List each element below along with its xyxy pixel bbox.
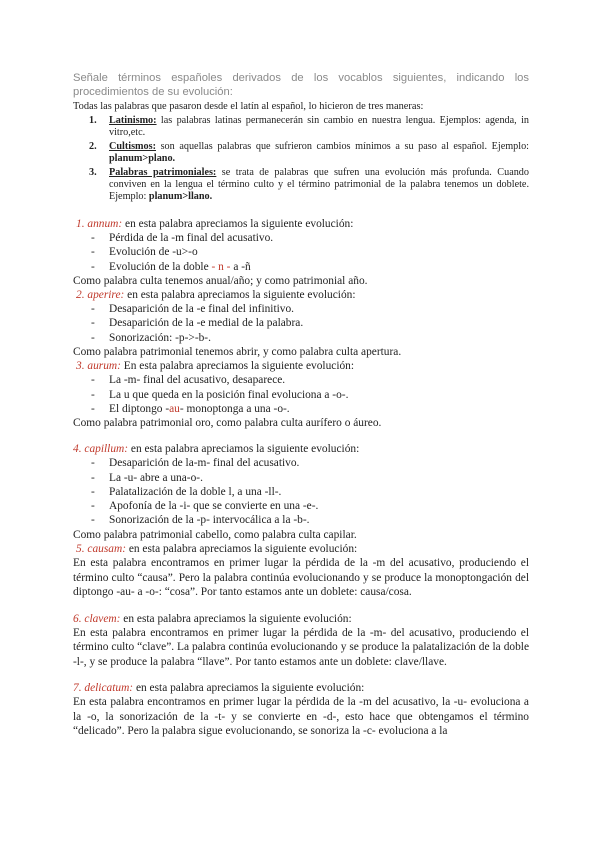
section-annum-note: Como palabra culta tenemos anual/año; y como patrimonial año. xyxy=(73,274,368,287)
highlight-text: au xyxy=(169,402,180,415)
latin-word: 5. causam: xyxy=(76,543,126,555)
three-ways-list xyxy=(73,115,529,202)
highlight-text: - n - xyxy=(211,260,231,273)
list-item: - Sonorización: -p->-b-. xyxy=(91,331,529,345)
section-title-text: en esta palabra apreciamos la siguiente evolución: xyxy=(120,612,352,625)
section-delicatum-title xyxy=(73,681,529,695)
way-number: 1. xyxy=(89,115,97,126)
latin-word: 2. aperire: xyxy=(76,289,125,302)
section-capillum-list xyxy=(73,456,529,527)
section-aperire-note: Como palabra patrimonial tenemos abrir, y como palabra culta apertura. xyxy=(73,345,402,358)
way-text: son aquellas palabras que sufrieron cambios mínimos a su paso al español. Ejemplo: xyxy=(155,141,529,153)
intro-text: Todas las palabras que pasaron desde el latín al español, lo hicieron de tres maneras: xyxy=(73,101,424,112)
way-text: las palabras latinas permanecerán sin cambio en nuestra lengua. Ejemplos: agenda, in vitro,etc. xyxy=(109,115,529,138)
latin-word: 3. aurum: xyxy=(76,360,121,373)
way-number: 3. xyxy=(89,167,97,179)
list-item-text: Evolución de la doble xyxy=(109,260,212,273)
list-item-text: a -ñ xyxy=(230,260,251,273)
section-title-text: en esta palabra apreciamos la siguiente evolución: xyxy=(133,682,365,694)
section-aperire-list xyxy=(73,302,529,345)
list-item-text: - monoptonga a una -o-. xyxy=(179,402,290,415)
list-item: - La -u- abre a una-o-. xyxy=(91,471,529,485)
way-term: Latinismo: xyxy=(109,115,157,126)
list-item: - Evolución de -u>-o xyxy=(91,245,529,259)
latin-word: 4. capillum: xyxy=(73,443,129,456)
section-title-text: en esta palabra apreciamos la siguiente evolución: xyxy=(128,443,360,456)
assignment-heading: Señale términos españoles derivados de los vocablos siguientes, indicando los procedimientos de su evolución: xyxy=(73,72,529,98)
way-term: Cultismos: xyxy=(109,141,156,153)
way-term: Palabras patrimoniales: xyxy=(109,167,217,179)
list-item xyxy=(91,402,529,416)
latin-word: 1. annum: xyxy=(76,218,123,231)
latin-word: 7. delicatum: xyxy=(73,682,134,694)
section-title-text: en esta palabra apreciamos la siguiente evolución: xyxy=(124,289,356,302)
way-example: planum>plano. xyxy=(109,152,176,164)
section-aurum-note: Como palabra patrimonial oro, como palabra culta aurífero o áureo. xyxy=(73,416,382,429)
section-clavem-paragraph: En esta palabra encontramos en primer lugar la pérdida de la -m- del acusativo, produciendo el término culto “clave”. La palabra continúa evolucionando y se produce la palatalización de la doble -l-, y se produce la palabra “llave”. Por tanto estamos ante un doblete: clave/llave. xyxy=(73,626,529,668)
list-item-text: El diptongo - xyxy=(109,402,170,415)
section-capillum-title xyxy=(73,442,529,456)
way-text: se trata de palabras que sufren una evolución más profunda. Cuando conviven en la lengua el término culto y el término patrimonial de la palabra tenemos un doblete. Ejemplo: xyxy=(109,167,529,202)
way-number: 2. xyxy=(89,141,97,153)
list-item: - Desaparición de la -e medial de la palabra. xyxy=(91,316,529,330)
section-aurum-list xyxy=(73,373,529,416)
way-example: planum>llano. xyxy=(148,190,213,202)
list-item: - Desaparición de la-m- final del acusativo. xyxy=(91,456,529,470)
document-content xyxy=(73,71,529,739)
list-item: - La -m- final del acusativo, desaparece. xyxy=(91,373,529,387)
section-title-text: en esta palabra apreciamos la siguiente evolución: xyxy=(125,543,358,555)
section-title-text: en esta palabra apreciamos la siguiente evolución: xyxy=(122,218,354,231)
section-annum-list xyxy=(73,231,529,274)
way-item xyxy=(89,167,529,202)
section-delicatum-paragraph: En esta palabra encontramos en primer lugar la pérdida de la -m del acusativo, la -u- evoluciona a la -o, la sonorización de la -t- y se convierte en -d-, esto hace que obtengamos el término “delicado”. Pero la palabra sigue evolucionando, se sonoriza la -c- evoluciona a la xyxy=(73,696,529,737)
section-annum-title xyxy=(73,217,529,231)
section-clavem-title xyxy=(73,612,529,626)
list-item: - Desaparición de la -e final del infinitivo. xyxy=(91,302,529,316)
list-item: - Apofonía de la -i- que se convierte en una -e-. xyxy=(91,499,529,513)
list-item xyxy=(91,260,529,274)
list-item: - Sonorización de la -p- intervocálica a la -b-. xyxy=(91,513,529,527)
section-title-text: En esta palabra apreciamos la siguiente evolución: xyxy=(120,360,355,373)
list-item: - Palatalización de la doble l, a una -ll-. xyxy=(91,485,529,499)
section-capillum-note: Como palabra patrimonial cabello, como palabra culta capilar. xyxy=(73,528,357,541)
way-item xyxy=(89,141,529,164)
way-item xyxy=(89,115,529,138)
list-item: - La u que queda en la posición final evoluciona a -o-. xyxy=(91,388,529,402)
section-aurum-title xyxy=(73,359,529,373)
latin-word: 6. clavem: xyxy=(73,612,121,625)
section-aperire-title xyxy=(73,288,529,302)
section-causam-paragraph: En esta palabra encontramos en primer lugar la pérdida de la -m del acusativo, produciendo el término culto “causa”. Pero la palabra continúa evolucionando y se produce la monoptongación del diptongo -au- a -o-: “cosa”. Por tanto estamos ante un doblete: causa/cosa. xyxy=(73,557,529,598)
section-causam-title xyxy=(73,542,529,556)
list-item: - Pérdida de la -m final del acusativo. xyxy=(91,231,529,245)
